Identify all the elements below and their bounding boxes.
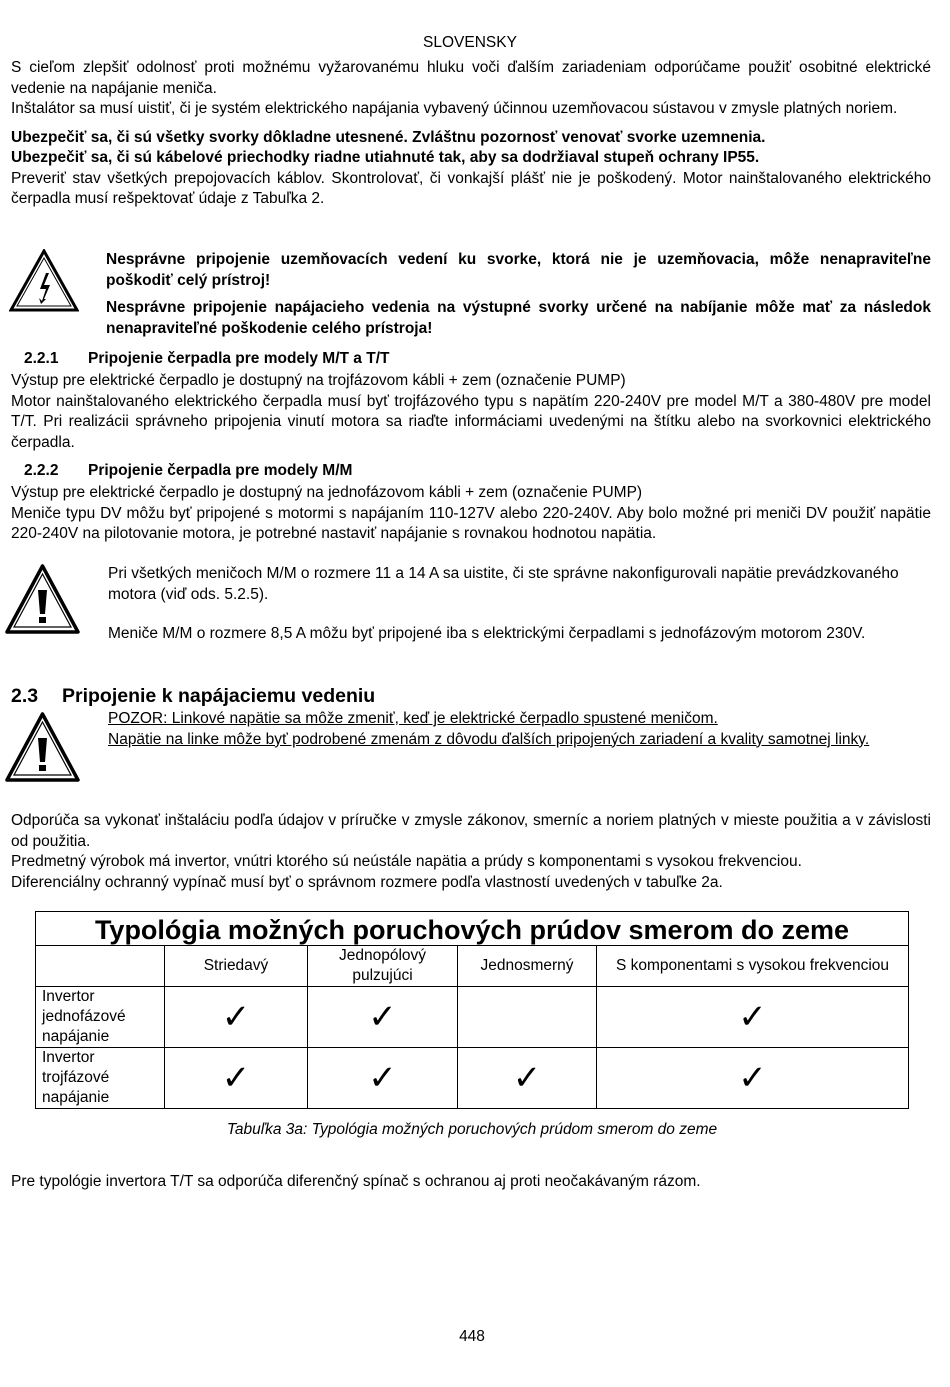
page-number: 448 bbox=[459, 1328, 485, 1345]
check-cell bbox=[165, 987, 308, 1048]
check-mark-icon: ✓ bbox=[368, 998, 397, 1036]
table-row-label: Invertor jednofázové napájanie bbox=[36, 987, 165, 1048]
section-2-2-1-body bbox=[11, 371, 931, 453]
power-line-warning bbox=[108, 709, 924, 750]
warning-exclamation-icon bbox=[5, 564, 80, 634]
section-2-2-2-paragraph-2: Meniče typu DV môžu byť pripojené s motormi s napájaním 110-127V alebo 220-240V. Aby bolo možné pri meniči DV použiť napätie 220-240V na pilotovanie motora, je potrebné nastaviť napájanie s rovnakou hodnotou napätia. bbox=[11, 504, 931, 542]
electric-hazard-icon bbox=[9, 249, 79, 312]
section-2-3-paragraph-1: Odporúča sa vykonať inštaláciu podľa údajov v príručke v zmysle zákonov, smerníc a noriem platných v mieste použitia a v závislosti od použitia. bbox=[11, 812, 931, 850]
mm-warning-2: Meniče M/M o rozmere 8,5 A môžu byť pripojené iba s elektrickými čerpadlami s jednofázovým motorom 230V. bbox=[108, 625, 866, 642]
section-2-2-2-title: Pripojenie čerpadla pre modely M/M bbox=[88, 462, 353, 479]
warning-exclamation-icon bbox=[5, 712, 80, 782]
table-caption: Tabuľka 3a: Typológia možných poruchových prúdom smerom do zeme bbox=[226, 1121, 718, 1138]
intro-bold-1: Ubezpečiť sa, či sú všetky svorky dôkladne utesnené. Zvláštnu pozornosť venovať svorke uzemnenia. bbox=[11, 128, 766, 146]
check-cell bbox=[308, 1048, 458, 1109]
check-cell bbox=[165, 1048, 308, 1109]
section-2-2-1-paragraph-2: Motor nainštalovaného elektrického čerpadla musí byť trojfázového typu s napätím 220-240V pre model M/T a 380-480V pre model T/T. Pri realizácii správneho pripojenia vinutí motora sa riaďte informáciami uvedenými na štítku alebo na svorkovnici elektrického čerpadla. bbox=[11, 392, 931, 451]
intro-section bbox=[11, 58, 931, 210]
section-2-2-2-body bbox=[11, 483, 931, 545]
check-mark-icon: ✓ bbox=[738, 1059, 767, 1097]
check-cell bbox=[458, 987, 597, 1048]
section-2-2-1-paragraph-1: Výstup pre elektrické čerpadlo je dostupný na trojfázovom kábli + zem (označenie PUMP) bbox=[11, 372, 626, 389]
check-mark-icon: ✓ bbox=[512, 1059, 542, 1097]
electric-warning-2: Nesprávne pripojenie napájacieho vedenia na výstupné svorky určené na nabíjanie môže mať za následok nenapraviteľné poškodenie celého prístroja! bbox=[106, 299, 931, 337]
section-2-2-1-title: Pripojenie čerpadla pre modely M/T a T/T bbox=[88, 350, 390, 367]
mm-warning bbox=[108, 564, 924, 645]
check-mark-icon: ✓ bbox=[221, 998, 251, 1036]
table-row bbox=[36, 1048, 909, 1109]
section-2-2-2-heading bbox=[24, 462, 352, 480]
check-mark-icon: ✓ bbox=[738, 998, 767, 1036]
electric-warning bbox=[106, 250, 931, 339]
table-column-header: Jednosmerný bbox=[458, 946, 597, 987]
section-2-3-paragraph-3: Diferenciálny ochranný vypínač musí byť o správnom rozmere podľa vlastností uvedených v tabuľke 2a. bbox=[11, 873, 723, 891]
electric-warning-1: Nesprávne pripojenie uzemňovacích vedení ku svorke, ktorá nie je uzemňovacia, môže nenapraviteľne poškodiť celý prístroj! bbox=[106, 251, 931, 289]
check-cell bbox=[308, 987, 458, 1048]
section-2-2-1-number: 2.2.1 bbox=[24, 350, 59, 367]
section-2-2-1-heading bbox=[24, 350, 389, 368]
section-2-2-2-number: 2.2.2 bbox=[24, 462, 59, 479]
fault-current-table bbox=[35, 911, 909, 1109]
check-cell bbox=[597, 1048, 909, 1109]
table-column-header: Striedavý bbox=[165, 946, 308, 987]
table-corner-cell bbox=[36, 946, 165, 987]
table-column-header: S komponentami s vysokou frekvenciou bbox=[597, 946, 909, 987]
table-title: Typológia možných poruchových prúdov smerom do zeme bbox=[36, 912, 909, 946]
section-2-3-heading bbox=[11, 685, 375, 708]
footer-note: Pre typológie invertora T/T sa odporúča diferenčný spínač s ochranou aj proti neočakávaným rázom. bbox=[11, 1173, 701, 1190]
language-header: SLOVENSKY bbox=[423, 34, 517, 51]
section-2-3-number: 2.3 bbox=[11, 685, 39, 707]
footer-note-block bbox=[11, 1172, 931, 1193]
section-2-3-body bbox=[11, 811, 931, 893]
intro-paragraph-1: S cieľom zlepšiť odolnosť proti možnému vyžarovanému hluku voči ďalším zariadeniam odporúčame použiť osobitné elektrické vedenie na napájanie meniča. bbox=[11, 59, 931, 97]
intro-paragraph-3: Preveriť stav všetkých prepojovacích káblov. Skontrolovať, či vonkajší plášť nie je poškodený. Motor nainštalovaného elektrického čerpadla musí rešpektovať údaje z Tabuľka 2. bbox=[11, 169, 931, 207]
power-line-warning-2: Napätie na linke môže byť podrobené zmenám z dôvodu ďalších pripojených zariadení a kvality samotnej linky. bbox=[108, 730, 870, 748]
table-row bbox=[36, 987, 909, 1048]
mm-warning-1: Pri všetkých meničoch M/M o rozmere 11 a 14 A sa uistite, či ste správne nakonfigurovali napätie prevádzkovaného motora (viď ods. 5.2.5). bbox=[108, 565, 899, 603]
power-line-warning-1: POZOR: Linkové napätie sa môže zmeniť, keď je elektrické čerpadlo spustené meničom. bbox=[108, 710, 718, 727]
check-cell bbox=[597, 987, 909, 1048]
section-2-3-paragraph-2: Predmetný výrobok má invertor, vnútri ktorého sú neústále napätia a prúdy s komponentami s vysokou frekvenciou. bbox=[11, 853, 802, 870]
check-mark-icon: ✓ bbox=[368, 1059, 397, 1097]
intro-paragraph-2: Inštalátor sa musí uistiť, či je systém elektrického napájania vybavený účinnou uzemňovacou sústavou v zmysle platných noriem. bbox=[11, 100, 898, 117]
section-2-2-2-paragraph-1: Výstup pre elektrické čerpadlo je dostupný na jednofázovom kábli + zem (označenie PUMP) bbox=[11, 484, 643, 501]
section-2-3-title: Pripojenie k napájaciemu vedeniu bbox=[62, 685, 376, 707]
check-cell bbox=[458, 1048, 597, 1109]
check-mark-icon: ✓ bbox=[221, 1059, 251, 1097]
table-row-label: Invertor trojfázové napájanie bbox=[36, 1048, 165, 1109]
table-column-header: Jednopólový pulzujúci bbox=[308, 946, 458, 987]
intro-bold-2: Ubezpečiť sa, či sú kábelové priechodky riadne utiahnuté tak, aby sa dodržiaval stupeň ochrany IP55. bbox=[11, 149, 760, 166]
